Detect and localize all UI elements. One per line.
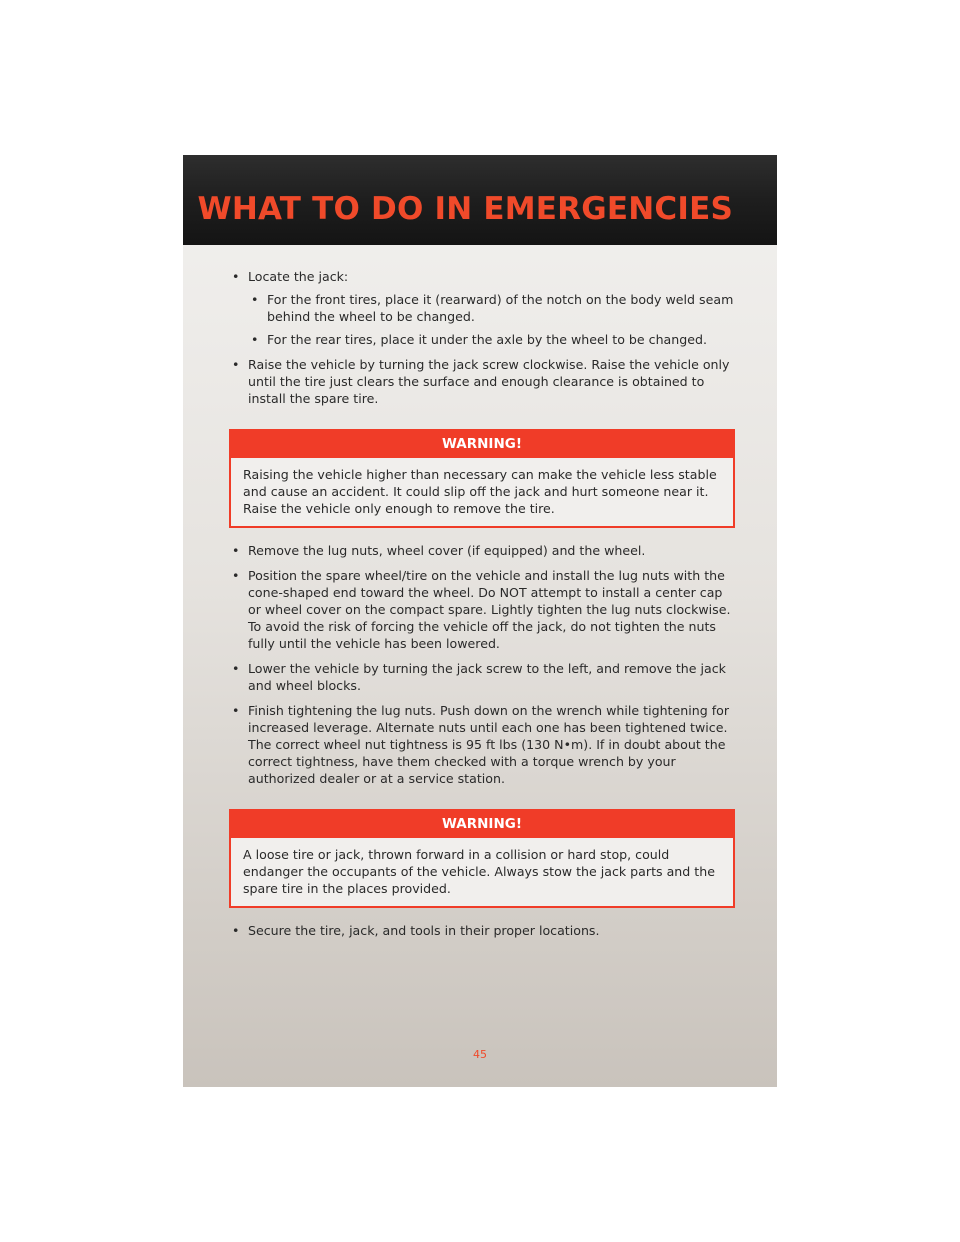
list-item-text: Finish tightening the lug nuts. Push down on the wrench while tightening for increased leverage. Alternate nuts until each one has been tightened twice. The correct wheel nut tightness is 95 ft lbs (130 N•m). If in doubt about the correct tightness, have them checked with a torque wrench by your authorized dealer or at a service station. (248, 703, 730, 786)
bullet-glyph: • (232, 923, 240, 938)
list-item-text: Raise the vehicle by turning the jack screw clockwise. Raise the vehicle only until the tire just clears the surface and enough clearance is obtained to install the spare tire. (248, 357, 730, 406)
list-item (229, 567, 735, 652)
list-item-text: Locate the jack: (248, 269, 349, 284)
sub-list-item-text: For the front tires, place it (rearward) of the notch on the body weld seam behind the wheel to be changed. (267, 292, 734, 324)
bullet-glyph: • (232, 568, 240, 583)
sub-list (248, 291, 735, 348)
bullet-glyph: • (232, 703, 240, 718)
bullet-glyph: • (232, 269, 240, 284)
page-content (229, 268, 735, 947)
bullet-glyph: • (251, 332, 259, 347)
list-item-text: Lower the vehicle by turning the jack screw to the left, and remove the jack and wheel blocks. (248, 661, 726, 693)
sub-list-item-text: For the rear tires, place it under the axle by the wheel to be changed. (267, 332, 707, 347)
warning-heading: WARNING! (231, 431, 733, 458)
list-item (229, 660, 735, 694)
bullet-glyph: • (251, 292, 259, 307)
warning-box (229, 429, 735, 528)
list-item (229, 702, 735, 787)
sub-list-item (248, 291, 735, 325)
page-number: 45 (473, 1048, 487, 1061)
section-title: WHAT TO DO IN EMERGENCIES (197, 191, 733, 227)
sub-list-item (248, 331, 735, 348)
warning-text: A loose tire or jack, thrown forward in a collision or hard stop, could endanger the occupants of the vehicle. Always stow the jack parts and the spare tire in the places provided. (243, 847, 715, 896)
section-header (183, 155, 777, 245)
list-item-text: Secure the tire, jack, and tools in their proper locations. (248, 923, 600, 938)
list-item (229, 542, 735, 559)
warning-text: Raising the vehicle higher than necessary can make the vehicle less stable and cause an accident. It could slip off the jack and hurt someone near it. Raise the vehicle only enough to remove the tire. (243, 467, 717, 516)
warning-box (229, 809, 735, 908)
bullet-glyph: • (232, 661, 240, 676)
list-item (229, 356, 735, 407)
list-item-text: Remove the lug nuts, wheel cover (if equipped) and the wheel. (248, 543, 646, 558)
warning-heading: WARNING! (231, 811, 733, 838)
bullet-glyph: • (232, 357, 240, 372)
list-item-text: Position the spare wheel/tire on the vehicle and install the lug nuts with the cone-shaped end toward the wheel. Do NOT attempt to install a center cap or wheel cover on the compact spare. Lightly tighten the lug nuts clockwise. To avoid the risk of forcing the vehicle off the jack, do not tighten the nuts fully until the vehicle has been lowered. (248, 568, 731, 651)
manual-page (183, 155, 777, 1087)
bullet-glyph: • (232, 543, 240, 558)
list-item (229, 922, 735, 939)
list-item (229, 268, 735, 348)
